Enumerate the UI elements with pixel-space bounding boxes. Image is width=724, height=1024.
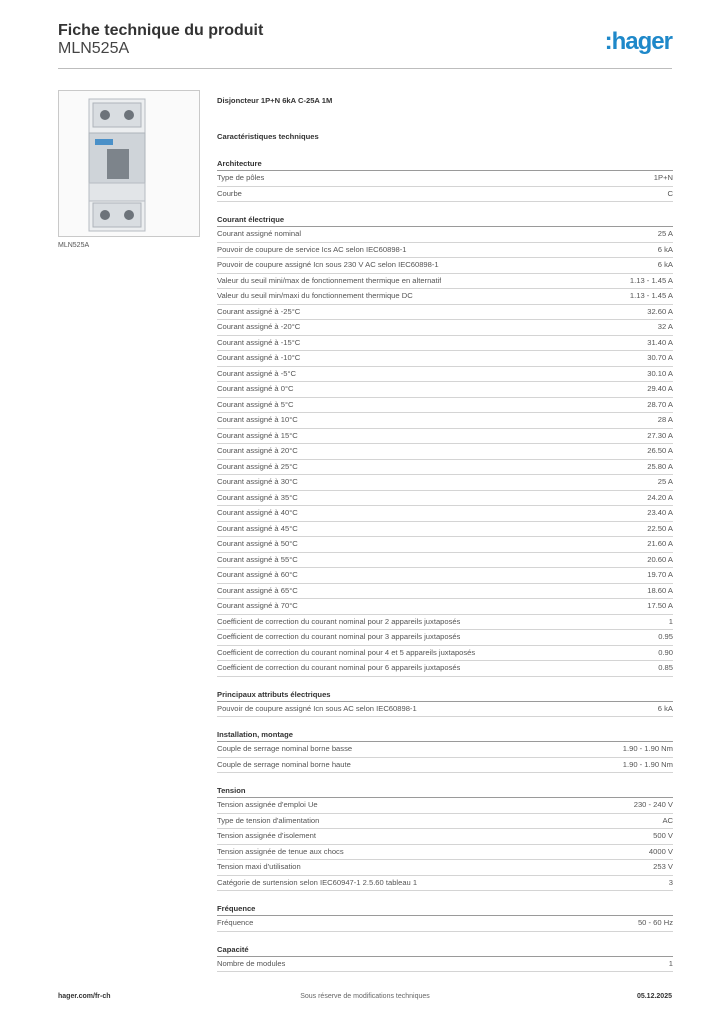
spec-value: 30.70 A bbox=[647, 353, 673, 362]
footer-website[interactable]: hager.com/fr-ch bbox=[58, 993, 111, 1000]
spec-label: Courant assigné à 50°C bbox=[217, 539, 298, 548]
spec-row bbox=[217, 957, 673, 973]
section-title: Fréquence bbox=[217, 903, 673, 916]
spec-row bbox=[217, 798, 673, 814]
spec-value: 30.10 A bbox=[647, 368, 673, 378]
spec-label: Tension assignée d'isolement bbox=[217, 831, 316, 840]
spec-value: 26.50 A bbox=[647, 446, 673, 455]
spec-value: 21.60 A bbox=[647, 539, 673, 548]
spec-value: 22.50 A bbox=[647, 523, 673, 533]
spec-label: Courant assigné à -20°C bbox=[217, 322, 301, 331]
spec-sections bbox=[217, 158, 673, 972]
spec-row bbox=[217, 646, 673, 662]
spec-row bbox=[217, 243, 673, 259]
spec-label: Courant assigné à 25°C bbox=[217, 461, 298, 471]
spec-value: 20.60 A bbox=[647, 554, 673, 564]
footer-date: 05.12.2025 bbox=[636, 993, 672, 1000]
section-gap bbox=[217, 677, 673, 689]
spec-label: Tension assignée d'emploi Ue bbox=[217, 800, 318, 809]
spec-row bbox=[217, 860, 673, 876]
spec-row bbox=[217, 258, 673, 274]
spec-row bbox=[217, 336, 673, 352]
spec-value: 6 kA bbox=[657, 244, 673, 254]
spec-value: 1.13 - 1.45 A bbox=[629, 291, 673, 300]
spec-row bbox=[217, 599, 673, 615]
spec-label: Courant assigné à 45°C bbox=[217, 523, 298, 533]
spec-row bbox=[217, 429, 673, 445]
spec-value: 500 V bbox=[653, 831, 673, 840]
spec-row bbox=[217, 758, 673, 774]
spec-label: Courant assigné nominal bbox=[217, 229, 302, 238]
spec-value: 32 A bbox=[657, 322, 673, 331]
spec-row bbox=[217, 460, 673, 476]
spec-label: Courant assigné à 60°C bbox=[217, 570, 298, 579]
spec-label: Courant assigné à 15°C bbox=[217, 430, 298, 440]
spec-row bbox=[217, 475, 673, 491]
spec-row bbox=[217, 382, 673, 398]
section-title: Installation, montage bbox=[217, 729, 673, 742]
spec-value: 50 - 60 Hz bbox=[637, 918, 673, 927]
spec-row bbox=[217, 413, 673, 429]
spec-value: 31.40 A bbox=[647, 337, 673, 347]
spec-label: Nombre de modules bbox=[217, 958, 286, 968]
spec-label: Courant assigné à 70°C bbox=[217, 601, 298, 610]
spec-label: Couple de serrage nominal borne haute bbox=[217, 759, 351, 769]
spec-label: Courant assigné à 65°C bbox=[217, 585, 298, 595]
spec-value: 4000 V bbox=[648, 846, 673, 856]
spec-row bbox=[217, 171, 673, 187]
image-caption: MLN525A bbox=[58, 242, 90, 249]
page-header bbox=[58, 20, 672, 69]
spec-value: 28.70 A bbox=[647, 399, 673, 409]
spec-value: 1.13 - 1.45 A bbox=[629, 275, 673, 285]
spec-value: 25.80 A bbox=[647, 461, 673, 471]
spec-row bbox=[217, 845, 673, 861]
spec-value: 0.90 bbox=[658, 647, 673, 657]
spec-label: Fréquence bbox=[217, 918, 254, 927]
spec-row bbox=[217, 444, 673, 460]
section-title: Courant électrique bbox=[217, 214, 673, 227]
section-title: Capacité bbox=[217, 944, 673, 957]
footer-disclaimer: Sous réserve de modifications techniques bbox=[300, 993, 430, 1000]
document-title: Fiche technique du produit bbox=[58, 22, 264, 39]
spec-value: 23.40 A bbox=[647, 508, 673, 517]
spec-value: 230 - 240 V bbox=[633, 800, 673, 809]
spec-label: Coefficient de correction du courant nominal pour 4 et 5 appareils juxtaposés bbox=[217, 647, 476, 657]
spec-label: Courant assigné à -25°C bbox=[217, 306, 301, 316]
spec-label: Courant assigné à 35°C bbox=[217, 492, 298, 502]
spec-row bbox=[217, 351, 673, 367]
spec-label: Tension maxi d'utilisation bbox=[217, 862, 301, 871]
spec-label: Courant assigné à -15°C bbox=[217, 337, 301, 347]
spec-value: 6 kA bbox=[657, 703, 673, 713]
spec-label: Tension assignée de tenue aux chocs bbox=[217, 846, 344, 856]
spec-value: 1.90 - 1.90 Nm bbox=[622, 759, 673, 769]
spec-value: 1P+N bbox=[653, 173, 673, 182]
spec-label: Courant assigné à 5°C bbox=[217, 399, 294, 409]
spec-row bbox=[217, 305, 673, 321]
spec-row bbox=[217, 522, 673, 538]
spec-value: 1.90 - 1.90 Nm bbox=[622, 744, 673, 753]
spec-row bbox=[217, 398, 673, 414]
spec-value: 25 A bbox=[657, 229, 673, 238]
characteristics-title: Caractéristiques techniques bbox=[217, 132, 319, 141]
spec-label: Pouvoir de coupure assigné Icn sous 230 V AC selon IEC60898-1 bbox=[217, 260, 439, 269]
spec-row bbox=[217, 829, 673, 845]
spec-value: 0.85 bbox=[658, 663, 673, 672]
product-name: Disjoncteur 1P+N 6kA C-25A 1M bbox=[217, 96, 333, 105]
spec-value: 0.95 bbox=[658, 632, 673, 641]
spec-row bbox=[217, 916, 673, 932]
brand-logo bbox=[605, 28, 672, 56]
section-gap bbox=[217, 202, 673, 214]
spec-value: 27.30 A bbox=[647, 430, 673, 440]
spec-row bbox=[217, 289, 673, 305]
spec-label: Valeur du seuil mini/max de fonctionnement thermique en alternatif bbox=[217, 275, 442, 285]
spec-row bbox=[217, 506, 673, 522]
product-reference: MLN525A bbox=[58, 40, 130, 57]
spec-label: Courant assigné à 0°C bbox=[217, 384, 294, 393]
spec-row bbox=[217, 320, 673, 336]
section-gap bbox=[217, 773, 673, 785]
spec-value: 3 bbox=[668, 877, 673, 887]
spec-value: AC bbox=[662, 815, 673, 825]
spec-value: 25 A bbox=[657, 477, 673, 486]
spec-label: Coefficient de correction du courant nominal pour 2 appareils juxtaposés bbox=[217, 616, 461, 626]
product-image bbox=[58, 90, 200, 237]
section-title: Tension bbox=[217, 785, 673, 798]
spec-row bbox=[217, 814, 673, 830]
spec-value: 1 bbox=[668, 616, 673, 626]
section-title: Architecture bbox=[217, 158, 673, 171]
spec-label: Courant assigné à 55°C bbox=[217, 554, 298, 564]
spec-label: Courant assigné à 40°C bbox=[217, 508, 298, 517]
spec-value: 1 bbox=[668, 958, 673, 968]
spec-value: 6 kA bbox=[657, 260, 673, 269]
spec-row bbox=[217, 227, 673, 243]
spec-row bbox=[217, 876, 673, 892]
spec-value: C bbox=[667, 188, 673, 198]
spec-row bbox=[217, 491, 673, 507]
section-gap bbox=[217, 717, 673, 729]
spec-row bbox=[217, 630, 673, 646]
spec-row bbox=[217, 615, 673, 631]
section-gap bbox=[217, 932, 673, 944]
spec-row bbox=[217, 584, 673, 600]
spec-label: Type de tension d'alimentation bbox=[217, 815, 320, 825]
spec-label: Courant assigné à -10°C bbox=[217, 353, 301, 362]
spec-value: 32.60 A bbox=[647, 306, 673, 316]
spec-label: Courant assigné à 10°C bbox=[217, 415, 298, 424]
spec-value: 19.70 A bbox=[647, 570, 673, 579]
spec-row bbox=[217, 702, 673, 718]
section-title: Principaux attributs électriques bbox=[217, 689, 673, 702]
spec-content bbox=[217, 96, 673, 972]
spec-row bbox=[217, 537, 673, 553]
logo-text: hager bbox=[611, 28, 672, 55]
spec-row bbox=[217, 187, 673, 203]
spec-value: 24.20 A bbox=[647, 492, 673, 502]
spec-row bbox=[217, 274, 673, 290]
spec-value: 28 A bbox=[657, 415, 673, 424]
spec-label: Coefficient de correction du courant nominal pour 6 appareils juxtaposés bbox=[217, 663, 461, 672]
spec-value: 17.50 A bbox=[647, 601, 673, 610]
spec-label: Couple de serrage nominal borne basse bbox=[217, 744, 353, 753]
spec-label: Type de pôles bbox=[217, 173, 265, 182]
spec-label: Pouvoir de coupure de service Ics AC selon IEC60898-1 bbox=[217, 244, 407, 254]
section-gap bbox=[217, 891, 673, 903]
spec-row bbox=[217, 661, 673, 677]
spec-label: Courant assigné à 30°C bbox=[217, 477, 298, 486]
spec-label: Coefficient de correction du courant nominal pour 3 appareils juxtaposés bbox=[217, 632, 461, 641]
spec-value: 29.40 A bbox=[647, 384, 673, 393]
spec-label: Pouvoir de coupure assigné Icn sous AC selon IEC60898-1 bbox=[217, 703, 417, 713]
spec-row bbox=[217, 367, 673, 383]
spec-value: 253 V bbox=[653, 862, 673, 871]
spec-row bbox=[217, 742, 673, 758]
spec-row bbox=[217, 553, 673, 569]
spec-value: 18.60 A bbox=[647, 585, 673, 595]
logo-colon-icon: : bbox=[604, 28, 612, 55]
spec-label: Catégorie de surtension selon IEC60947-1 2.5.60 tableau 1 bbox=[217, 877, 418, 887]
spec-label: Valeur du seuil min/maxi du fonctionnement thermique DC bbox=[217, 291, 413, 300]
spec-label: Courant assigné à -5°C bbox=[217, 368, 297, 378]
spec-label: Courant assigné à 20°C bbox=[217, 446, 298, 455]
page-footer bbox=[58, 993, 672, 1007]
circuit-breaker-icon bbox=[59, 91, 199, 236]
spec-row bbox=[217, 568, 673, 584]
spec-label: Courbe bbox=[217, 188, 242, 198]
